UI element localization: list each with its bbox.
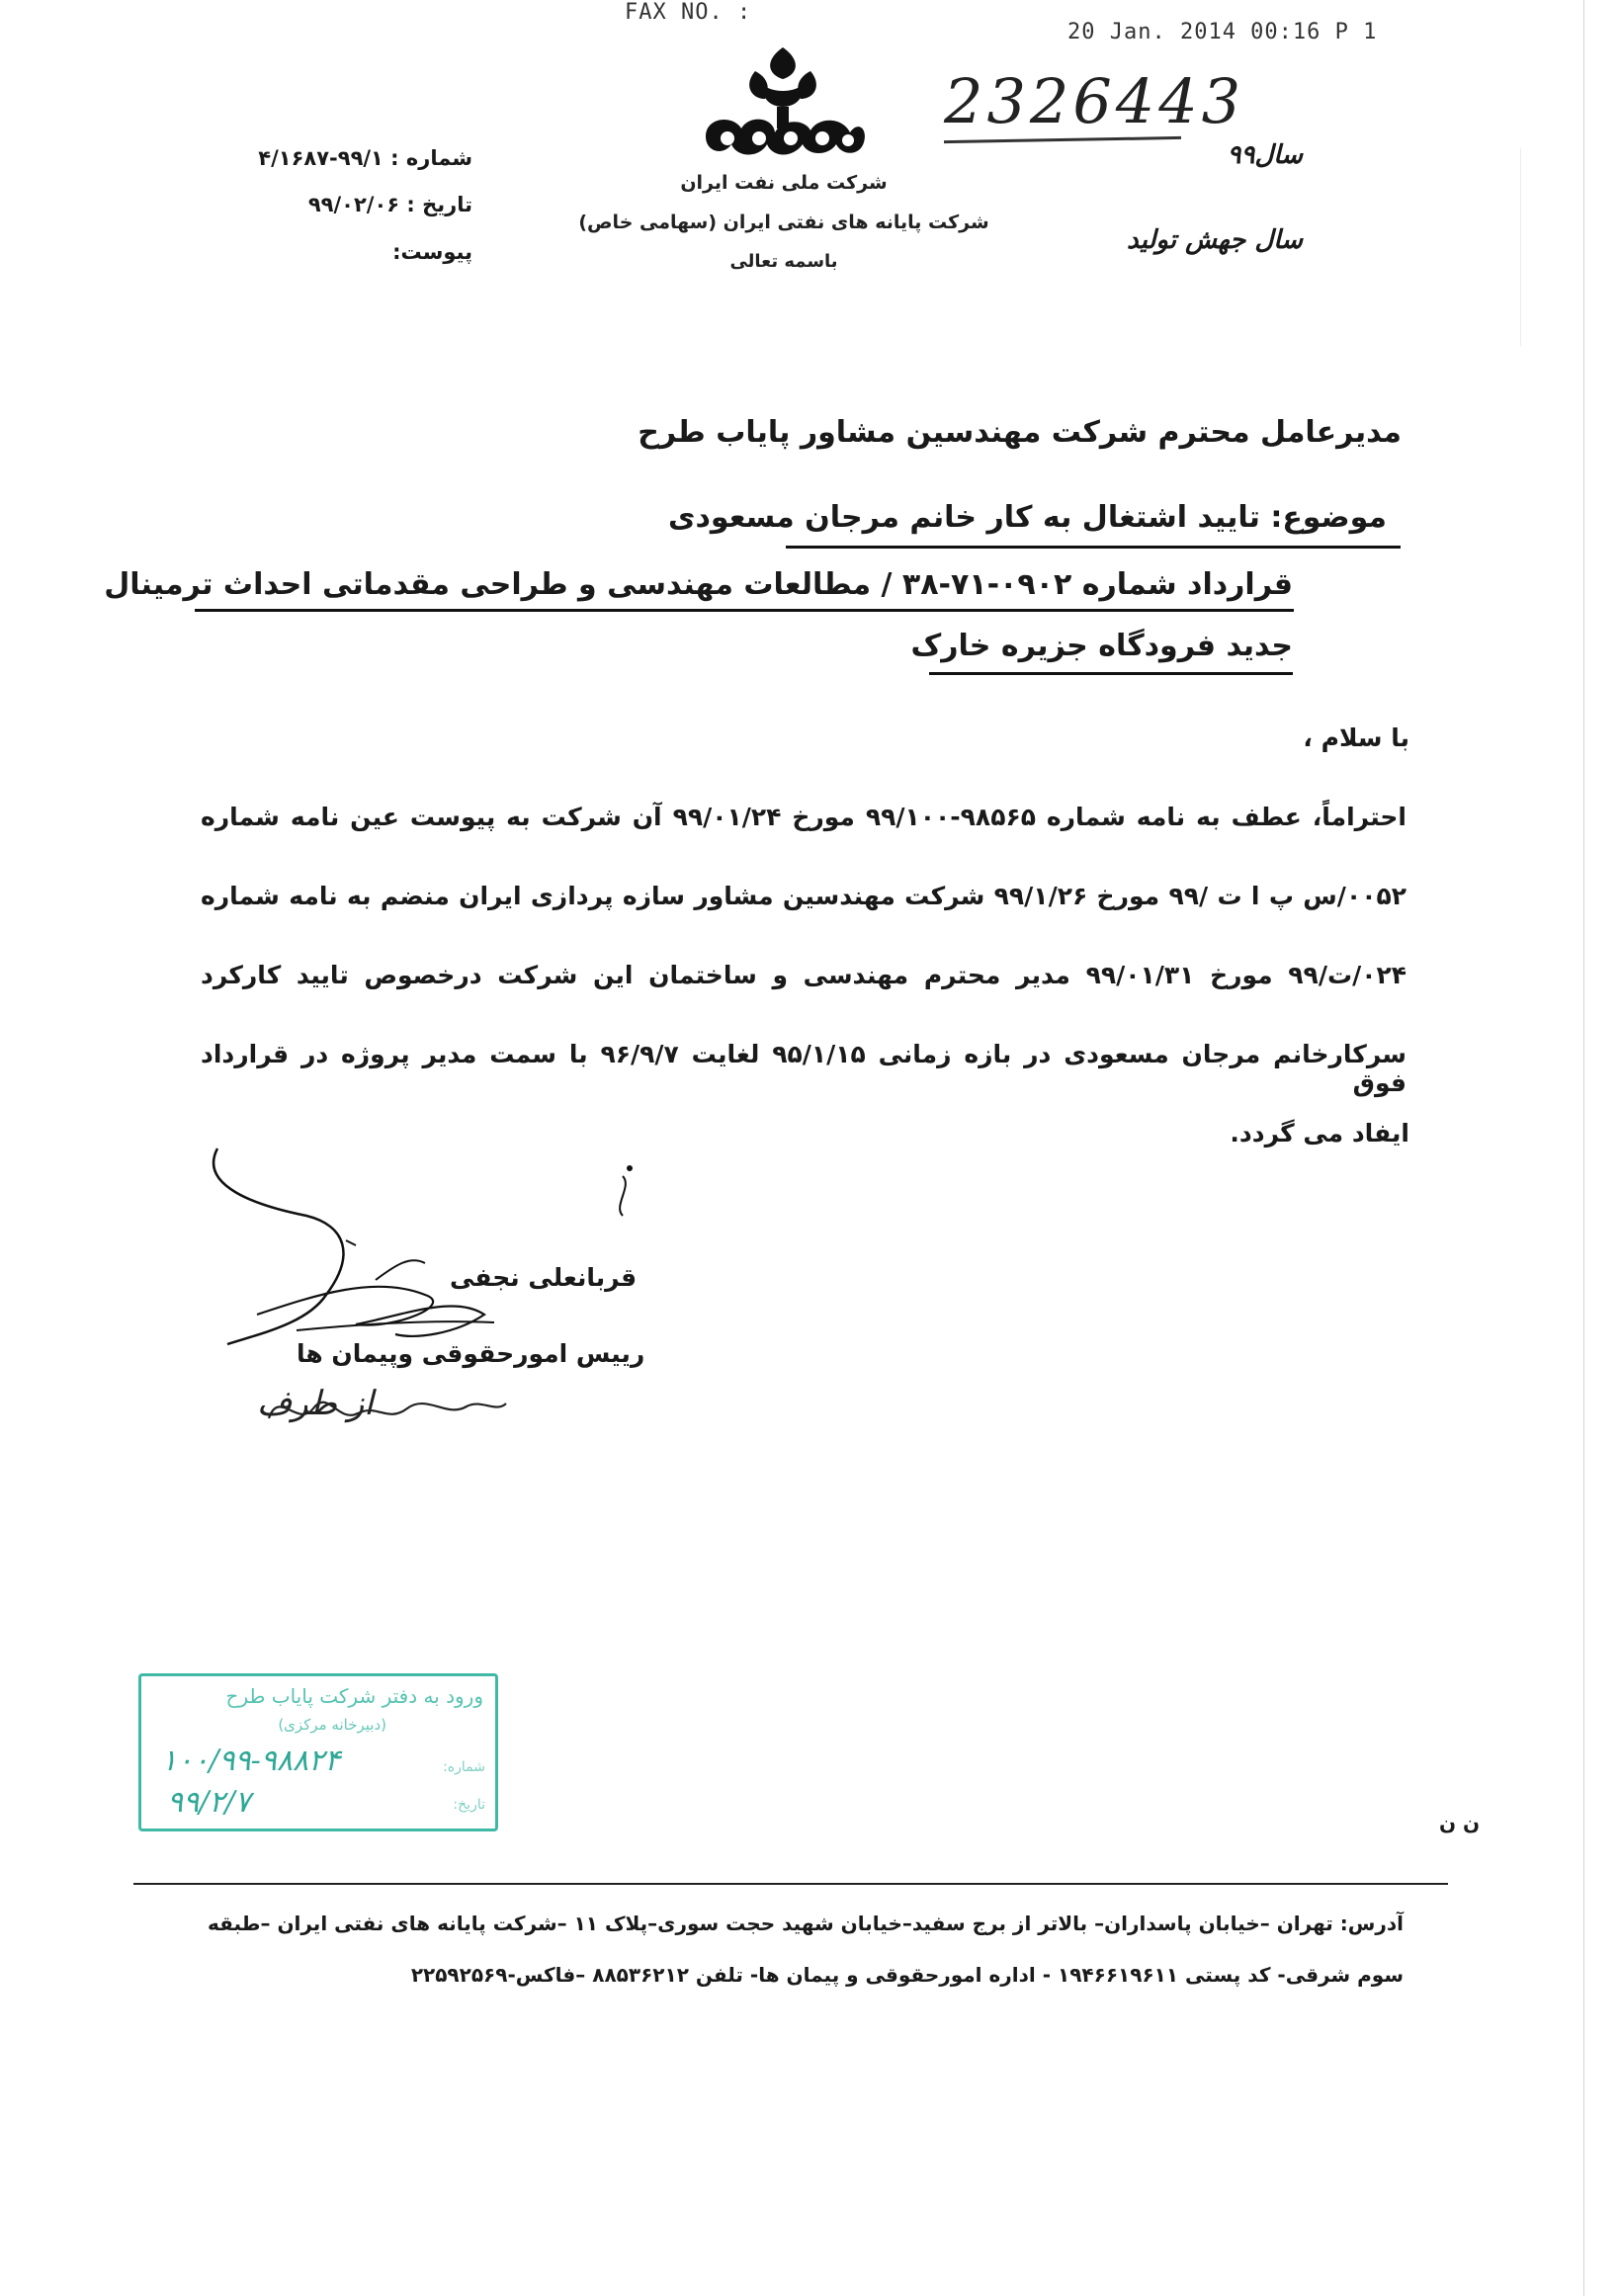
year-slogan: سال جهش تولید <box>1127 225 1303 255</box>
letter-subject: موضوع: تایید اشتغال به کار خانم مرجان مسعودی <box>668 500 1387 535</box>
fax-number-label: FAX NO. : <box>625 0 752 25</box>
corner-mark: ن ن <box>1439 1811 1481 1834</box>
contract-underline <box>929 672 1293 675</box>
nioc-flame-logo-icon <box>694 42 872 170</box>
stamp-title: ورود به دفتر شرکت پایاب طرح <box>225 1684 483 1708</box>
fax-timestamp: 20 Jan. 2014 00:16 P 1 <box>1067 20 1378 44</box>
body-line: احتراماً، عطف به نامه شماره ۹۸۵۶۵-۹۹/۱۰۰ مورخ ۹۹/۰۱/۲۴ آن شرکت به پیوست عین نامه شماره <box>201 803 1406 831</box>
letter-number: شماره : ۹۹/۱-۴/۱۶۸۷ <box>258 146 472 170</box>
body-line: ۰۲۴/ت/۹۹ مورخ ۹۹/۰۱/۳۱ مدیر محترم مهندسی و ساختمان این شرکت درخصوص تایید کارکرد <box>201 961 1406 989</box>
stamp-number-label: شماره: <box>443 1759 485 1775</box>
company-name-terminals: شرکت پایانه های نفتی ایران (سهامی خاص) <box>578 212 989 233</box>
letter-date: تاریخ : ۹۹/۰۲/۰۶ <box>307 193 472 216</box>
scan-edge-line <box>1520 148 1521 346</box>
signer-name: قربانعلی نجفی <box>450 1263 638 1292</box>
stamp-date-label: تاریخ: <box>453 1797 485 1813</box>
stamp-date-value: ۹۹/۲/۷ <box>167 1785 251 1820</box>
letter-attachment: پیوست: <box>392 240 472 264</box>
greeting: با سلام ، <box>1303 723 1409 752</box>
handwritten-reference-number: 2326443 <box>944 65 1245 137</box>
body-line: سرکارخانم مرجان مسعودی در بازه زمانی ۹۵/۱/۱۵ لغایت ۹۶/۹/۷ با سمت مدیر پروژه در قرارداد فوق <box>201 1040 1406 1097</box>
contract-line: جدید فرودگاه جزیره خارک <box>910 629 1293 663</box>
footer-address: آدرس: تهران –خیابان پاسداران– بالاتر از برج سفید–خیابان شهید حجت سوری–پلاک ۱۱ –شرکت پایانه های نفتی ایران –طبقه <box>207 1912 1404 1935</box>
contract-line: قرارداد شماره ۰۹۰۲-۷۱-۳۸ / مطالعات مهندسی و طراحی مقدماتی احداث ترمینال <box>104 567 1293 602</box>
letter-recipient: مدیرعامل محترم شرکت مهندسین مشاور پایاب طرح <box>638 415 1402 450</box>
body-line: ۰۰۵۲/س پ ا ت /۹۹ مورخ ۹۹/۱/۲۶ شرکت مهندسین مشاور سازه پردازی ایران منضم به نامه شماره <box>201 882 1406 910</box>
body-line: ایفاد می گردد. <box>1230 1119 1409 1148</box>
on-behalf-note: از طرف <box>257 1384 374 1423</box>
scan-edge-line <box>1583 0 1584 2296</box>
year-note: سال۹۹ <box>1227 140 1303 170</box>
stamp-subtitle: (دبیرخانه مرکزی) <box>278 1716 386 1734</box>
footer-contact: سوم شرقی- کد پستی ۱۹۴۶۶۱۹۶۱۱ - اداره امورحقوقی و پیمان ها- تلفن ۸۸۵۳۶۲۱۲ –فاکس-۲۲۵۹۲۵۶۹ <box>410 1963 1404 1987</box>
stamp-number-value: ۱۰۰/۹۹-۹۸۸۲۴ <box>161 1743 341 1778</box>
contract-underline <box>195 609 1294 612</box>
footer-divider <box>133 1883 1448 1885</box>
company-name-nioc: شرکت ملی نفت ایران <box>680 172 888 194</box>
subject-underline <box>786 546 1401 549</box>
received-stamp <box>138 1673 498 1831</box>
signer-title: رییس امورحقوقی وپیمان ها <box>297 1339 645 1368</box>
handwritten-initials <box>259 1379 516 1438</box>
invocation-line: باسمه تعالی <box>729 251 838 272</box>
